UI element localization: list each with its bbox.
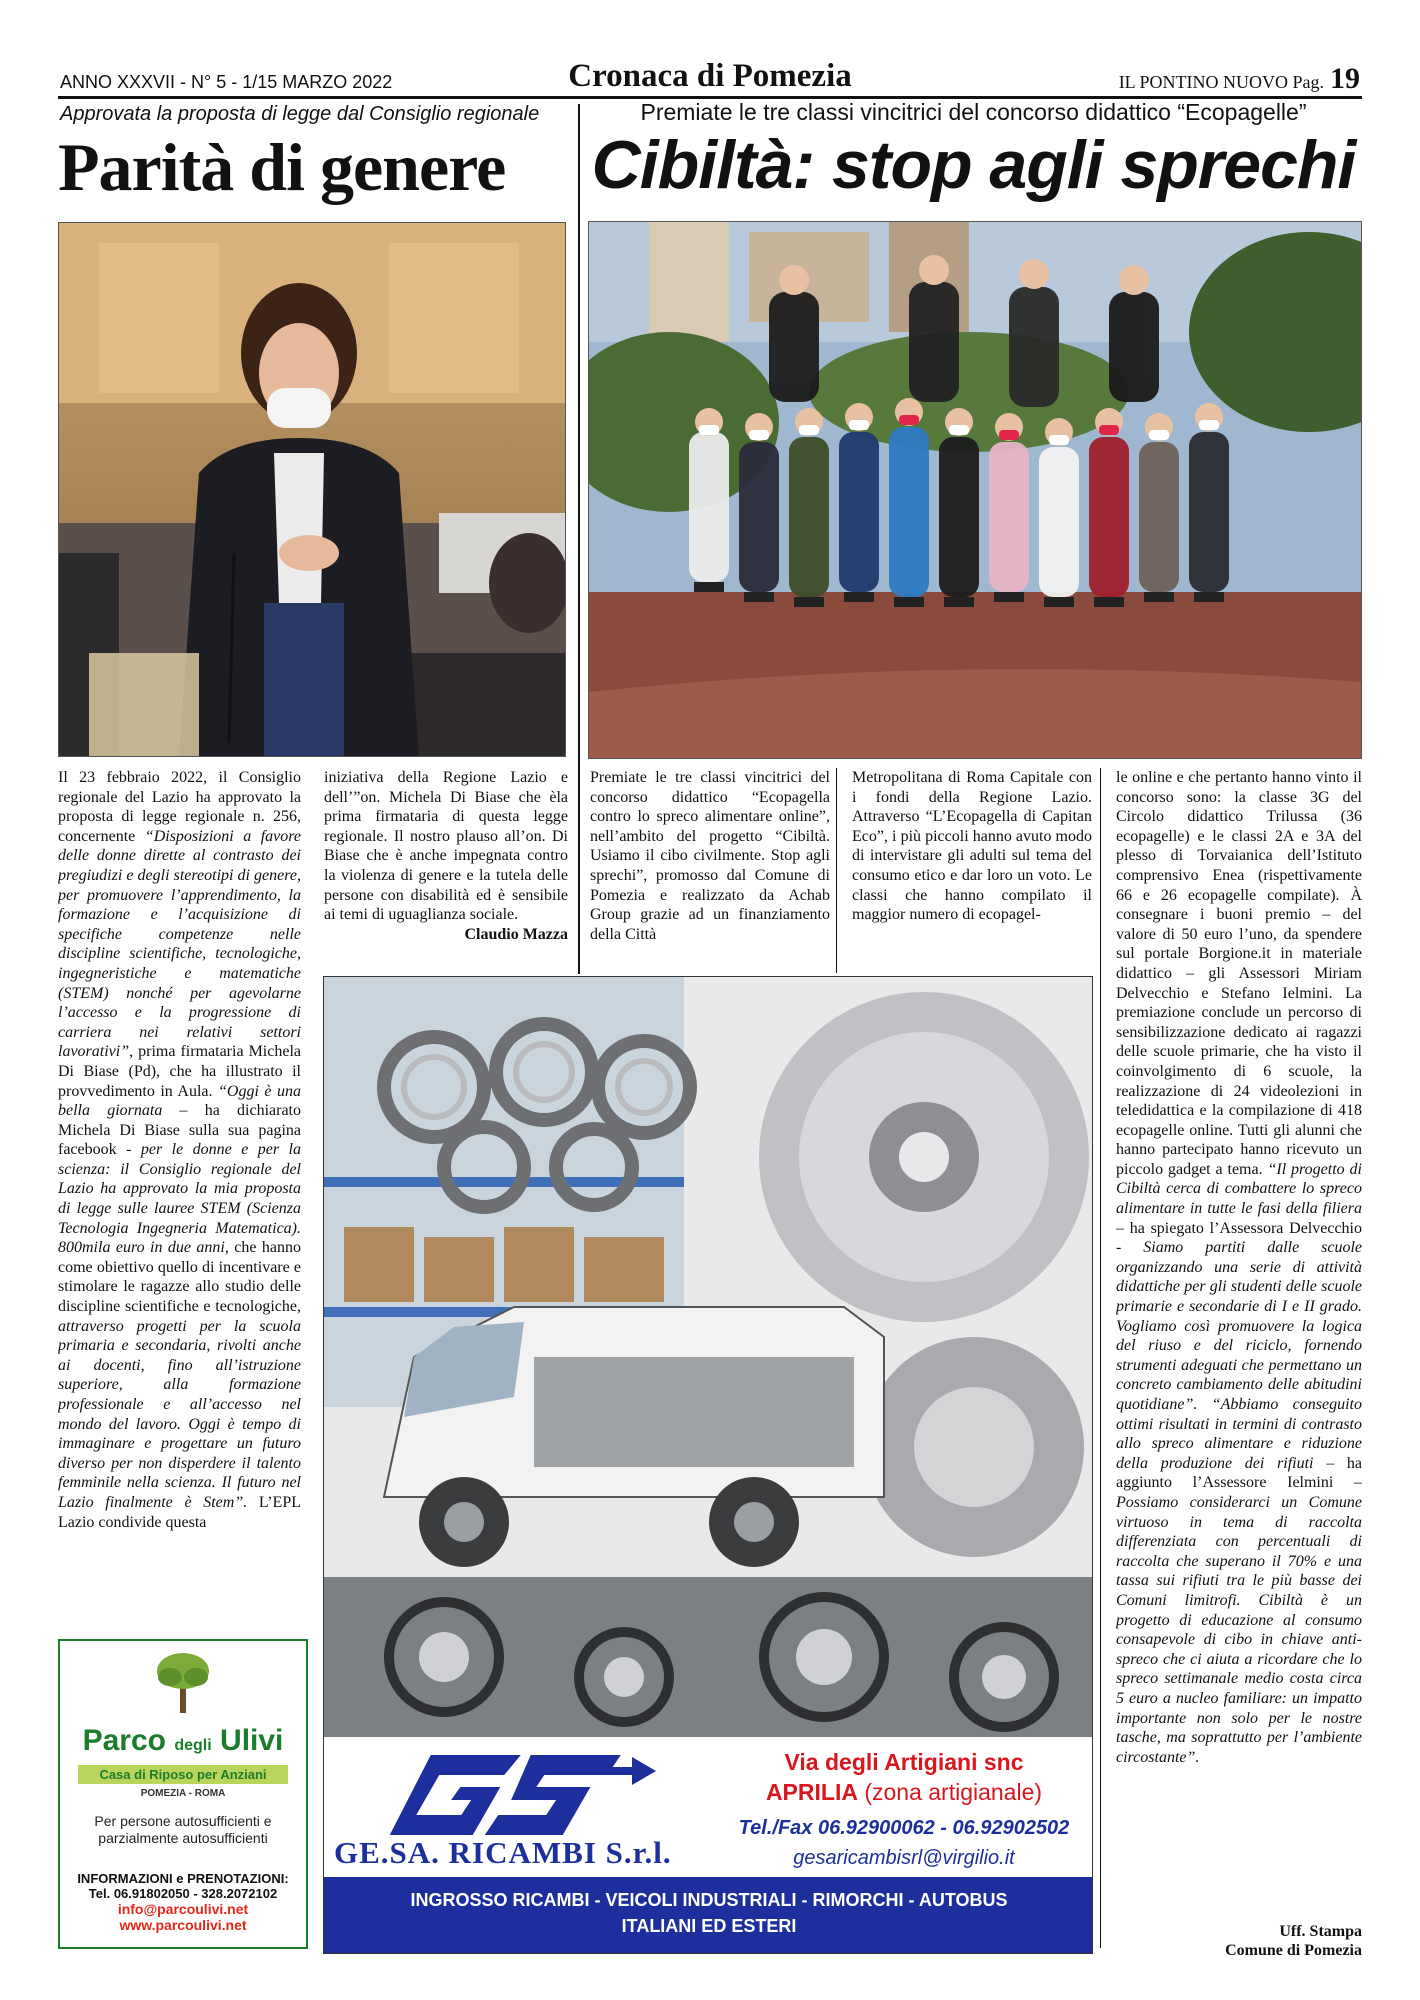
left-col2-text: iniziativa della Regione Lazio e dell’”on. Michela Di Biase che èla prima firmataria di questa legge regionale. Il nostro plauso all’on. Di Biase che è anche impegnata contro la violenza di genere e la tutela delle persone con disabilità ed è sensibile ai temi di uguaglianza sociale.: [324, 769, 568, 924]
right-col1-text: Premiate le tre classi vincitrici del concorso didattico “Ecopagella contro lo spreco alimentare online”, nell’ambito del progetto “Cibiltà. Usiamo il cibo civilmente. Stop agli sprechi”, promosso dal Comune di Pomezia e realizzato da Achab Group grazie ad un finanziamento della Città: [590, 769, 830, 943]
gesa-tel: Tel./Fax 06.92900062 - 06.92902502: [738, 1817, 1070, 1839]
left-article-col2: [324, 768, 568, 944]
right-col-divider-1: [836, 768, 837, 973]
gesa-banner: [324, 1877, 1093, 1954]
gesa-zone: (zona artigianale): [864, 1779, 1043, 1805]
left-col1-run: L’EPL Lazio condivide questa: [58, 1493, 301, 1531]
right-col3-run: “Il progetto di Cibiltà cerca di combattere lo spreco alimentare in tutte le fasi della filiera –: [1116, 1160, 1362, 1237]
students-photo-image: [589, 222, 1362, 759]
issue-info: ANNO XXXVII - N° 5 - 1/15 MARZO 2022: [60, 72, 393, 92]
right-author-1: Uff. Stampa: [1279, 1923, 1362, 1940]
parco-info-label: INFORMAZIONI e PRENOTAZIONI:: [77, 1871, 289, 1886]
page-number: 19: [1330, 62, 1360, 95]
left-col1-run: ha dichiarato Michela Di Biase sulla sua pagina facebook -: [58, 1102, 301, 1159]
parco-name: [60, 1724, 306, 1763]
gesa-logo-icon: [364, 1745, 664, 1845]
left-col1-run: per le donne e per la scienza: il Consiglio regionale del Lazio ha approvato la mia proposta di legge sulle lauree STEM (Scienza Tecnologia Ingegneria Matematica). 800mila euro in due anni,: [58, 1141, 301, 1257]
left-article-col1: [58, 768, 301, 1636]
gesa-banner-1: INGROSSO RICAMBI - VEICOLI INDUSTRIALI - RIMORCHI - AUTOBUS: [410, 1890, 1008, 1910]
parco-subtitle: Casa di Riposo per Anziani: [78, 1765, 288, 1784]
parco-website[interactable]: www.parcoulivi.net: [119, 1917, 247, 1933]
left-col1-run: Il 23 febbraio 2022, il Consiglio regionale del Lazio ha approvato la proposta di legge regionale n. 256, concernente: [58, 769, 301, 845]
parco-description: Per persone autosufficienti e parzialmente autosufficienti: [94, 1813, 272, 1846]
parco-name-2: degli: [174, 1737, 212, 1754]
right-col3-text: [1116, 768, 1362, 1767]
right-article-col3: [1116, 768, 1362, 1922]
olive-tree-icon: [148, 1647, 218, 1717]
left-col1-text: [58, 768, 301, 1532]
council-photo-image: [59, 223, 566, 757]
gesa-info-panel: [324, 1737, 1093, 1877]
left-col1-run: , prima firmataria Michela Di Biase (Pd), che ha illustrato il provvedimento in Aula.: [58, 1043, 301, 1100]
parco-name-1: Parco: [82, 1724, 166, 1757]
right-col3-run: le online e che pertanto hanno vinto il concorso sono: la classe 3G del Circolo didattico Trilussa (36 ecopagelle) e le classi 2A e 3A del plesso di Torvaianica dell’Istituto comprensivo Enea (rispettivamente 66 e 26 ecopagelle compilate). À consegnare i buoni premio – del valore di 50 euro l’uno, da spendere sul portale Borgione.it in materiale didattico – gli Assessori Miriam Delvecchio e Stefano Ielmini. La premiazione conclude un percorso di sensibilizzazione dedicato ai ragazzi delle scuole primarie, che ha visto il coinvolgimento di 6 scuole, la realizzazione di 24 videolezioni in teledidattica e la compilazione di 418 ecopagelle online. Tutti gli alunni che hanno partecipato hanno ricevuto un piccolo gadget a tema.: [1116, 769, 1362, 1178]
gesa-company: GE.SA. RICAMBI S.r.l.: [334, 1835, 672, 1870]
right-article-col1: [590, 768, 830, 944]
right-author-2: Comune di Pomezia: [1225, 1942, 1362, 1959]
right-article-col2: [852, 768, 1092, 925]
parco-ulivi-ad: [58, 1639, 308, 1949]
gesa-address: Via degli Artigiani snc: [784, 1749, 1024, 1775]
left-col1-run: “Disposizioni a favore delle donne dirette al contrasto dei pregiudizi e degli stereotipi di genere, per promuovere l’apprendimento, la formazione e l’acquisizione di specifiche competenze nelle discipline scientifiche, tecnologiche, ingegneristiche e matematiche (STEM) nonché per agevolarne l’accesso e la progressione di carriera nei relativi settori lavorativi”: [58, 827, 301, 1061]
auto-parts-image: [324, 977, 1093, 1737]
left-headline: Parità di genere: [58, 129, 506, 205]
right-kicker: Premiate le tre classi vincitrici del concorso didattico “Ecopagelle”: [640, 99, 1307, 125]
right-col-divider-2: [1100, 768, 1101, 1948]
section-title: Cronaca di Pomezia: [568, 58, 852, 94]
gesa-logo: [364, 1745, 664, 1845]
gesa-banner-2: ITALIANI ED ESTERI: [621, 1916, 797, 1936]
right-headline: Cibiltà: stop agli sprechi: [591, 127, 1356, 203]
left-kicker: Approvata la proposta di legge dal Consiglio regionale: [60, 103, 540, 125]
left-col1-run: che hanno come obiettivo quello di incentivare e stimolare le ragazze allo studio delle discipline scientifiche e tecnologiche,: [58, 1239, 301, 1316]
parco-name-3: Ulivi: [220, 1724, 284, 1757]
parco-email[interactable]: info@parcoulivi.net: [117, 1901, 249, 1917]
right-author-block: [1116, 1922, 1362, 1960]
column-divider: [578, 104, 580, 974]
paper-name: IL PONTINO NUOVO Pag.: [1118, 72, 1324, 92]
gesa-city-line: [724, 1779, 1084, 1806]
parco-tel: Tel. 06.91802050 - 328.2072102: [88, 1886, 278, 1901]
right-col3-run: – ha aggiunto l’Assessore Ielmini –: [1116, 1454, 1362, 1492]
left-col1-run: attraverso progetti per la scuola primaria e secondaria, rivolti anche ai docenti, fino all’istruzione superiore, alla formazione professionale e all’accesso nel mondo del lavoro. Oggi è tempo di immaginare e progettare un futuro diverso per non disperdere il talento femminile nella scienza. Il futuro nel Lazio finalmente è Stem”.: [58, 1317, 301, 1511]
right-col3-run: Siamo partiti dalle scuole organizzando una serie di attività didattiche per gli studenti delle scuole primarie e secondarie di I e II grado. Vogliamo così promuovere la logica del riuso e del riciclo, fornendo strumenti adeguati che permettano un concreto cambiamento delle abitudini quotidiane”. “Abbiamo conseguito ottimi risultati in termini di contrasto allo spreco alimentare e riduzione della produzione dei rifiuti: [1116, 1239, 1362, 1472]
left-col1-run: “Oggi è una bella giornata –: [58, 1082, 301, 1120]
gesa-ad: [323, 976, 1093, 1954]
gesa-email[interactable]: gesaricambisrl@virgilio.it: [793, 1847, 1015, 1869]
parco-place: POMEZIA - ROMA: [140, 1788, 226, 1799]
page-label: [1119, 62, 1360, 96]
students-photo: [588, 221, 1362, 759]
right-col2-text: Metropolitana di Roma Capitale con i fondi della Regione Lazio. Attraverso “L’Ecopagella di Capitan Eco”, i più piccoli hanno avuto modo di intervistare gli adulti sul tema del consumo etico e dar loro un voto. Le classi che hanno compilato il maggior numero di ecopagel-: [852, 769, 1092, 924]
gesa-city: APRILIA: [765, 1779, 858, 1805]
right-col3-run: ha spiegato l’Assessora Delvecchio -: [1116, 1219, 1362, 1257]
left-author: Claudio Mazza: [464, 925, 568, 943]
right-col3-run: Possiamo considerarci un Comune virtuoso in tema di raccolta differenziata con percentuali di raccolta che superano il 70% e una tassa sui rifiuti tra le più basse dei Comuni limitrofi. Cibiltà è un progetto di educazione al consumo consapevole di cibo in chiave anti-spreco che ci aiuta a ricordare che lo spreco settimanale medio costa circa 5 euro a nucleo familiare: un impatto importante non solo per le nostre tasche, ma soprattutto per l’ambiente circostante”.: [1116, 1493, 1362, 1766]
council-photo: [58, 222, 566, 757]
